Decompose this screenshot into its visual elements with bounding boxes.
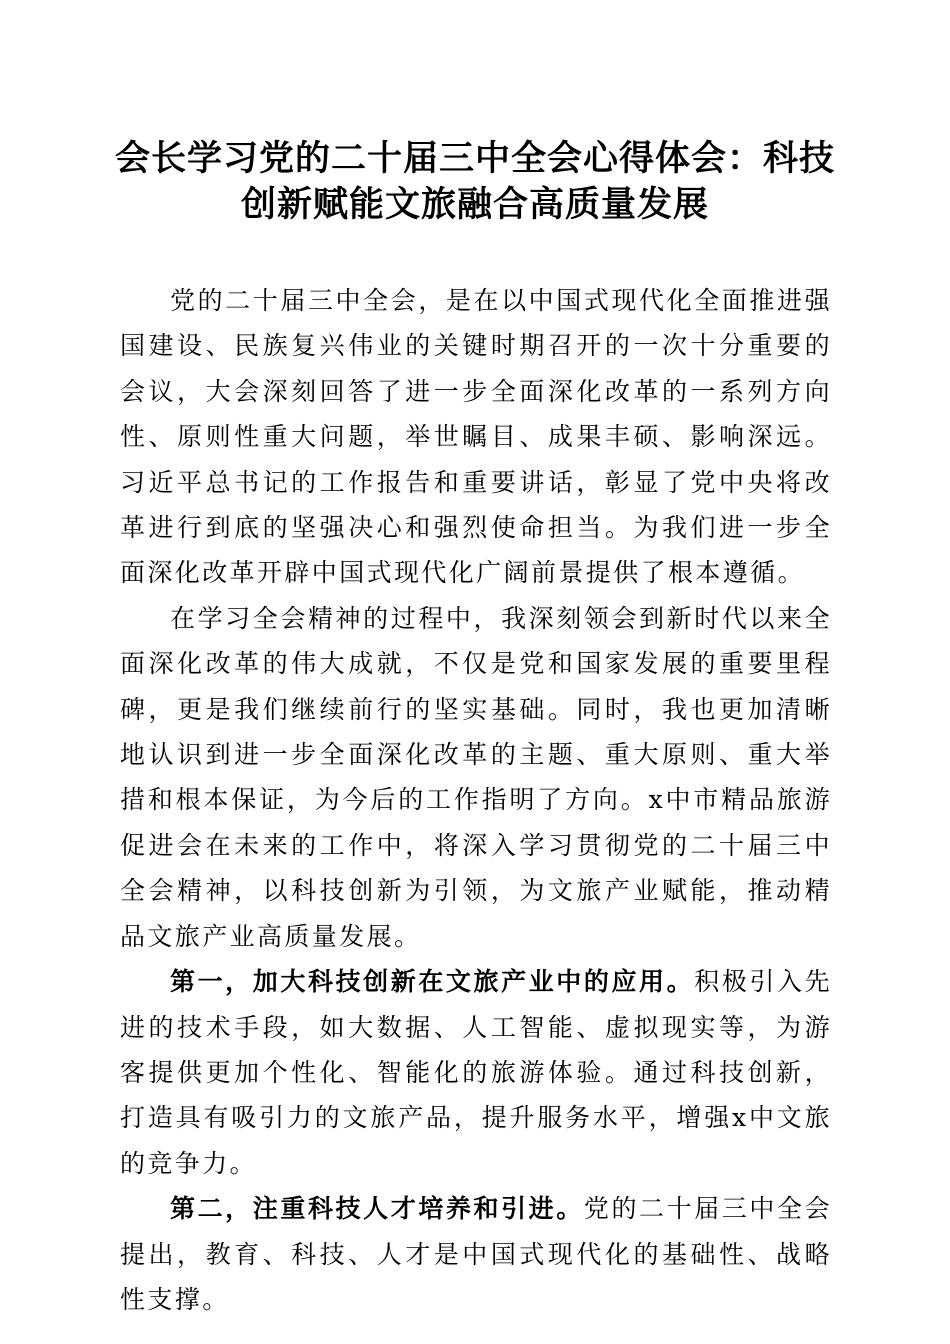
document-body <box>120 278 832 1322</box>
paragraph-text: 积极引入先进的技术手段，如大数据、人工智能、虚拟现实等，为游客提供更加个性化、智能化的旅游体验。通过科技创新，打造具有吸引力的文旅产品，提升服务水平，增强x中文旅的竞争力。 <box>120 967 832 1178</box>
paragraph-text: 党的二十届三中全会提出，教育、科技、人才是中国式现代化的基础性、战略性支撑。 <box>120 1194 832 1314</box>
paragraph-lead: 第一，加大科技创新在文旅产业中的应用。 <box>170 967 695 997</box>
paragraph <box>120 1186 832 1322</box>
paragraph <box>120 959 832 1186</box>
paragraph <box>120 278 832 596</box>
paragraph-text: 党的二十届三中全会，是在以中国式现代化全面推进强国建设、民族复兴伟业的关键时期召开的一次十分重要的会议，大会深刻回答了进一步全面深化改革的一系列方向性、原则性重大问题，举世瞩目、成果丰硕、影响深远。习近平总书记的工作报告和重要讲话，彰显了党中央将改革进行到底的坚强决心和强烈使命担当。为我们进一步全面深化改革开辟中国式现代化广阔前景提供了根本遵循。 <box>120 286 832 588</box>
document-title: 会长学习党的二十届三中全会心得体会：科技创新赋能文旅融合高质量发展 <box>114 138 835 225</box>
paragraph-lead: 第二，注重科技人才培养和引进。 <box>170 1194 584 1224</box>
paragraph <box>120 596 832 959</box>
paragraph-text: 在学习全会精神的过程中，我深刻领会到新时代以来全面深化改革的伟大成就，不仅是党和国家发展的重要里程碑，更是我们继续前行的坚实基础。同时，我也更加清晰地认识到进一步全面深化改革的主题、重大原则、重大举措和根本保证，为今后的工作指明了方向。x中市精品旅游促进会在未来的工作中，将深入学习贯彻党的二十届三中全会精神，以科技创新为引领，为文旅产业赋能，推动精品文旅产业高质量发展。 <box>120 603 832 951</box>
